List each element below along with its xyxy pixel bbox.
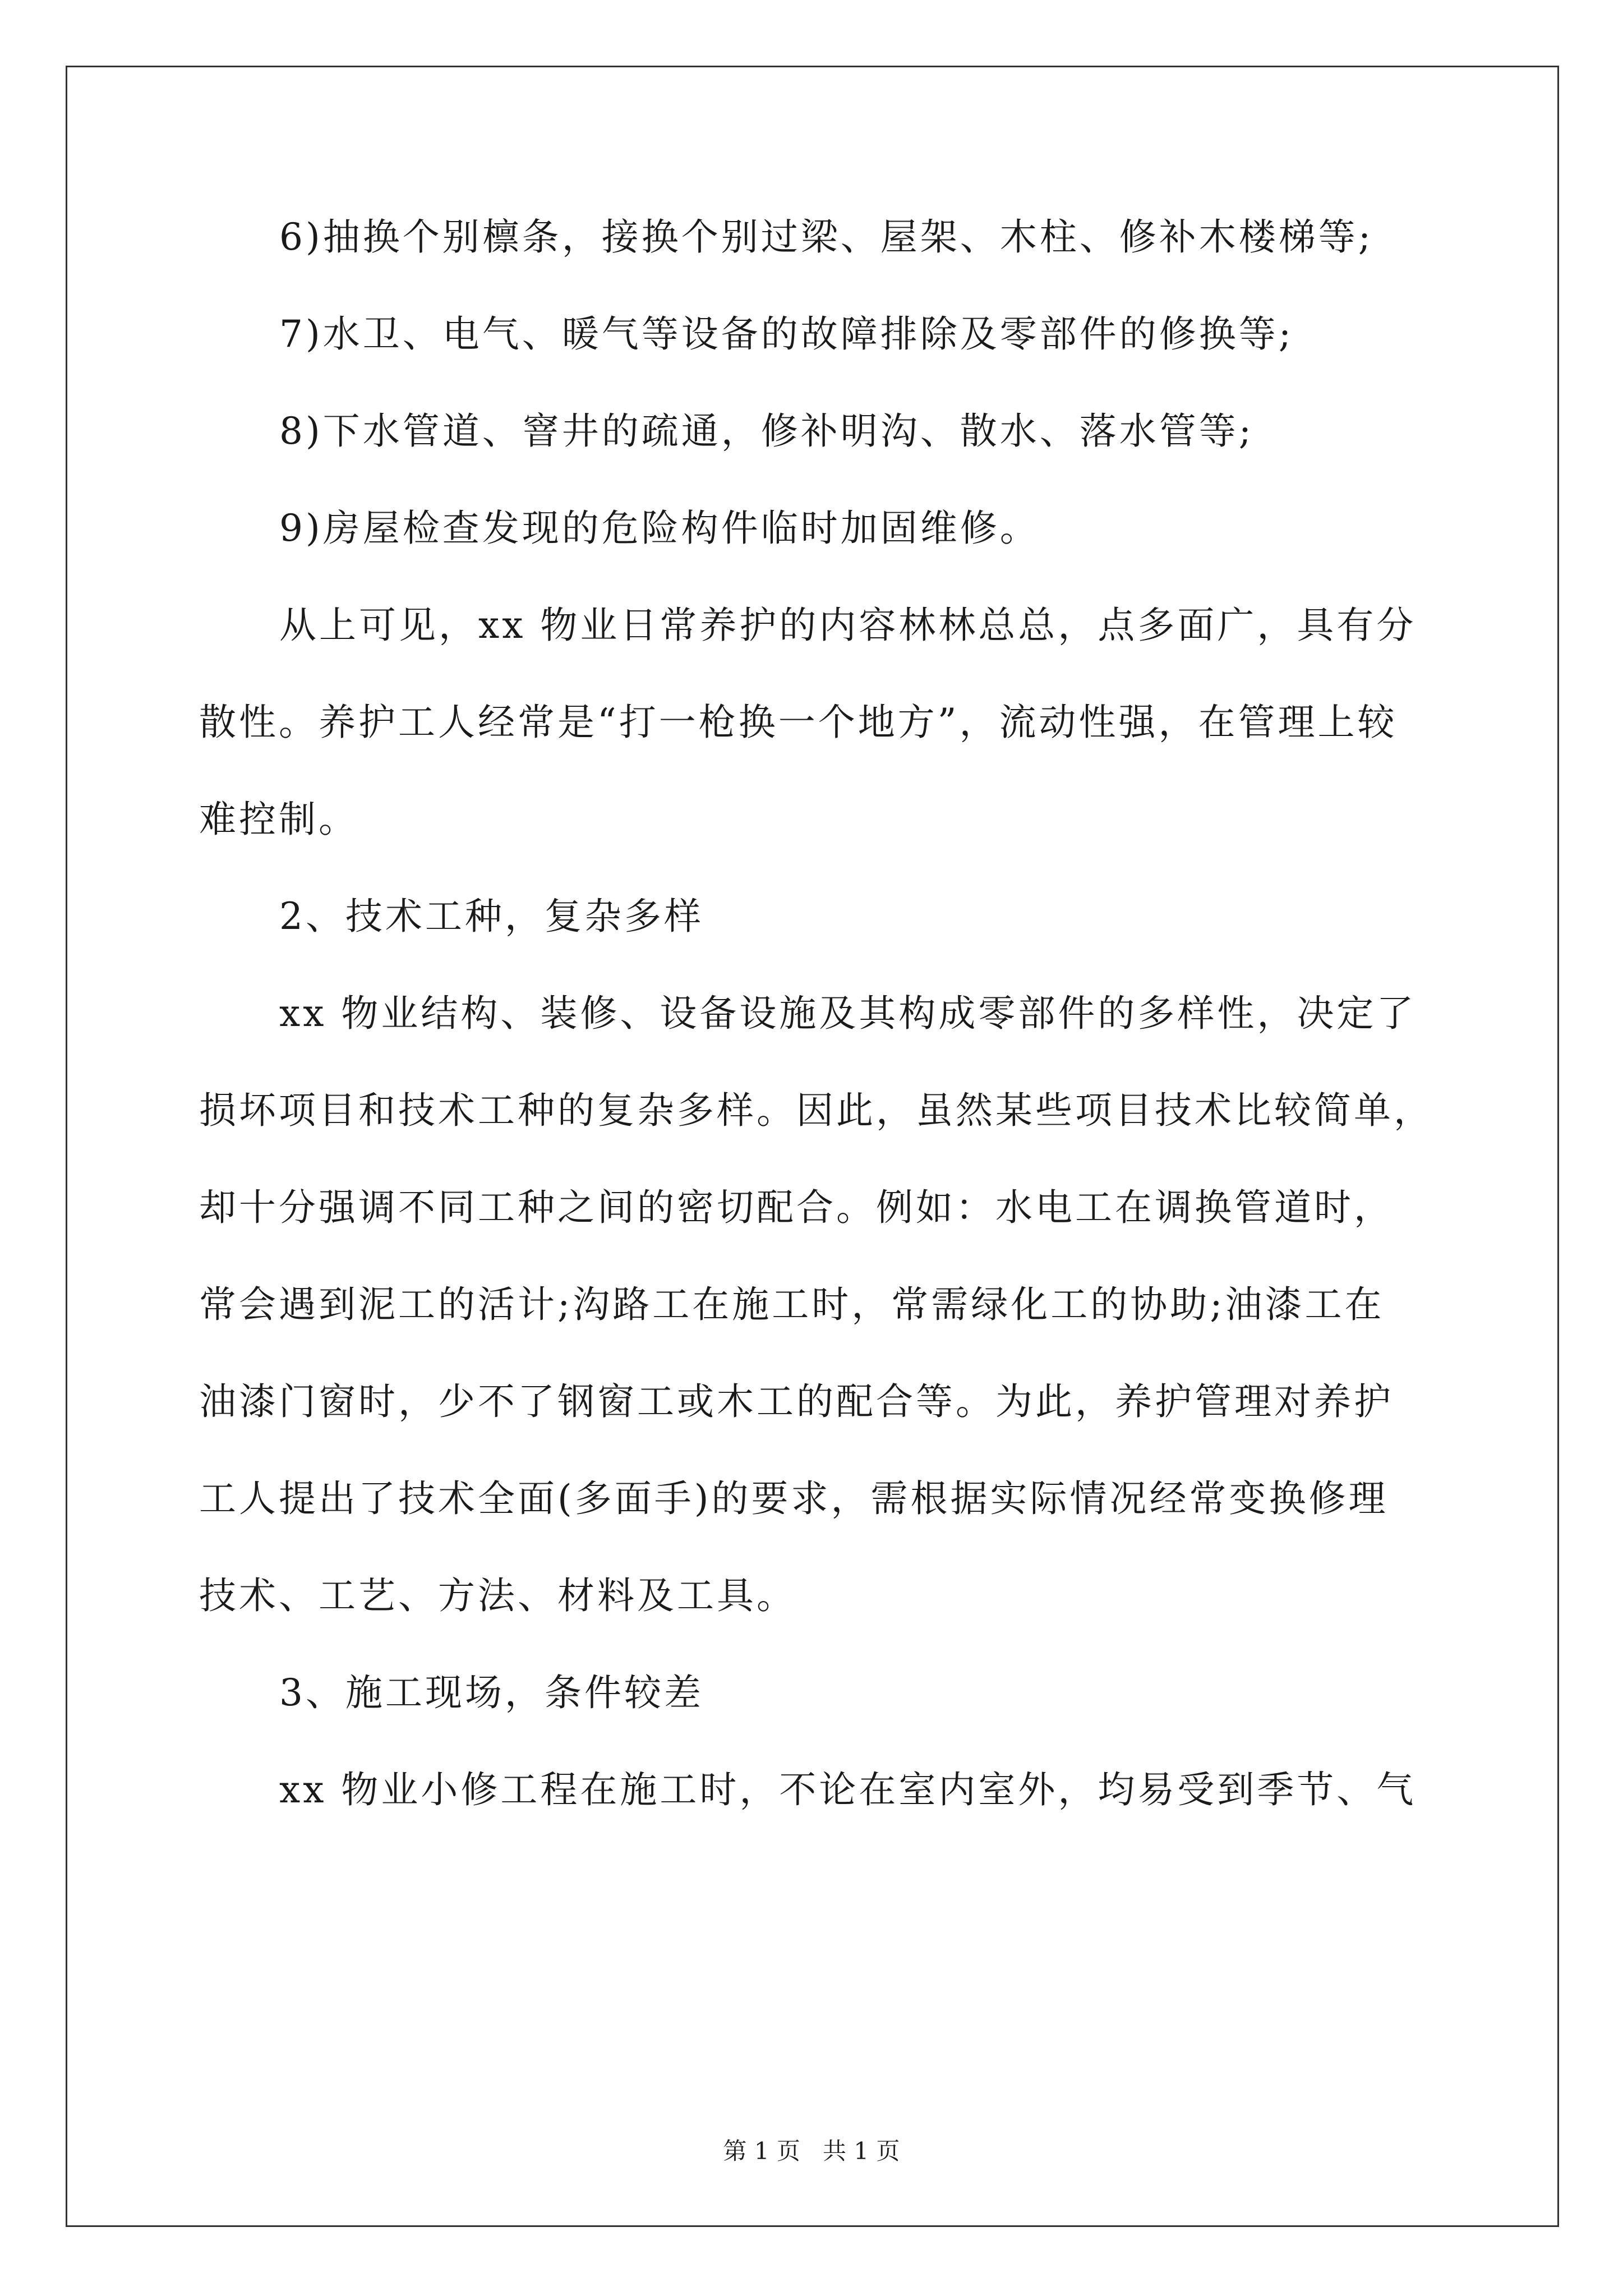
text-line: 技术、工艺、方法、材料及工具。 bbox=[199, 1574, 796, 1617]
text-line: 油漆门窗时，少不了钢窗工或木工的配合等。为此，养护管理对养护 bbox=[199, 1380, 1394, 1423]
text-line: 从上可见，xx 物业日常养护的内容林林总总，点多面广，具有分 bbox=[279, 604, 1417, 647]
text-line: 工人提出了技术全面(多面手)的要求，需根据实际情况经常变换修理 bbox=[199, 1477, 1389, 1520]
text-line: 9)房屋检查发现的危险构件临时加固维修。 bbox=[279, 507, 1040, 550]
text-line: 6)抽换个别檩条，接换个别过梁、屋架、木柱、修补木楼梯等; bbox=[279, 215, 1373, 259]
text-line: 常会遇到泥工的活计;沟路工在施工时，常需绿化工的协助;油漆工在 bbox=[199, 1283, 1385, 1326]
text-line: 损坏项目和技术工种的复杂多样。因此，虽然某些项目技术比较简单， bbox=[199, 1089, 1433, 1132]
text-line: xx 物业结构、装修、设备设施及其构成零部件的多样性，决定了 bbox=[279, 992, 1417, 1035]
page-footer: 第 1 页 共 1 页 bbox=[723, 2137, 900, 2165]
text-line: 8)下水管道、窨井的疏通，修补明沟、散水、落水管等; bbox=[279, 409, 1254, 453]
text-line: 7)水卫、电气、暖气等设备的故障排除及零部件的修换等; bbox=[279, 312, 1294, 356]
text-line: 2、技术工种，复杂多样 bbox=[279, 895, 704, 938]
text-line: 却十分强调不同工种之间的密切配合。例如：水电工在调换管道时， bbox=[199, 1186, 1394, 1229]
text-line: xx 物业小修工程在施工时，不论在室内室外，均易受到季节、气 bbox=[279, 1768, 1417, 1811]
text-line: 3、施工现场，条件较差 bbox=[279, 1671, 704, 1714]
document-body bbox=[199, 216, 1433, 1866]
text-line: 散性。养护工人经常是“打一枪换一个地方”，流动性强，在管理上较 bbox=[199, 701, 1398, 744]
text-line: 难控制。 bbox=[199, 798, 358, 841]
